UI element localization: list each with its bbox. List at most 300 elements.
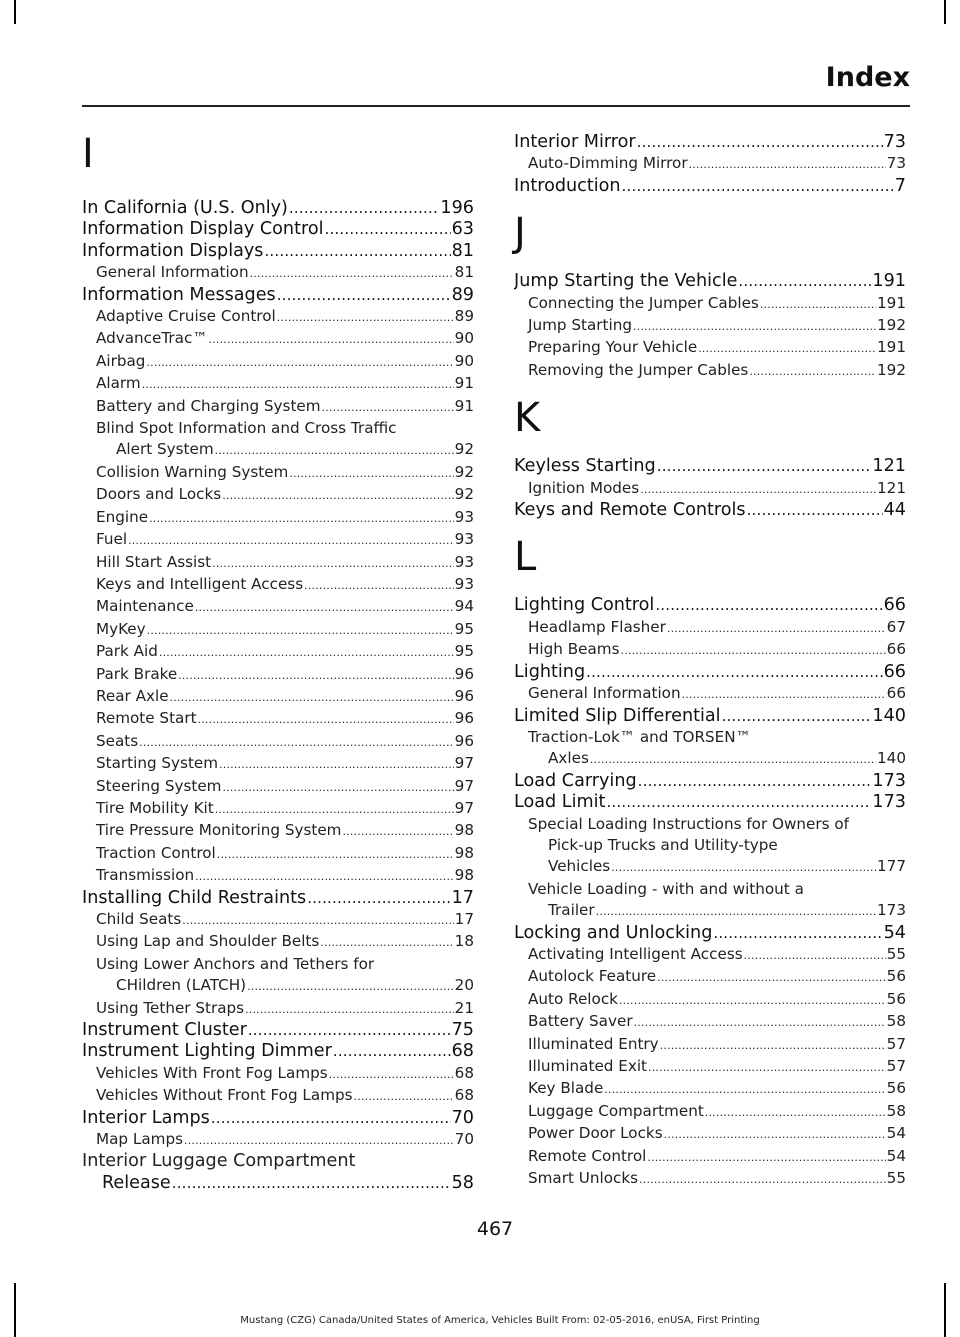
index-sub-entry[interactable] [82,865,474,887]
entry-page-number: 98 [454,821,474,840]
entry-title: Engine [96,507,149,526]
entry-title: Axles [548,749,589,768]
entry-title: Park Brake [96,664,178,683]
entry-page-number: 90 [454,329,474,348]
entry-title: Battery and Charging System [96,396,321,415]
dot-leader [146,352,453,373]
dot-leader [633,316,876,337]
entry-title: Park Aid [96,642,158,661]
entry-title: Starting System [96,754,219,773]
index-main-entry[interactable] [82,198,474,219]
entry-title: Lighting Control [514,595,655,616]
entry-title: Removing the Jumper Cables [528,360,749,379]
entry-page-number: 121 [872,456,906,477]
dot-leader [611,857,876,878]
entry-page-number: 89 [451,284,474,305]
index-sub-entry[interactable] [82,373,474,395]
index-sub-entry[interactable] [82,1085,474,1107]
entry-page-number: 56 [886,1079,906,1098]
page-title: Index [825,62,910,93]
entry-title: Release [102,1172,171,1193]
entry-page-number: 56 [886,967,906,986]
index-column-right [514,132,906,1190]
index-main-entry[interactable] [514,662,906,683]
dot-leader [655,595,882,616]
index-sub-entry[interactable] [82,931,474,953]
entry-page-number: 93 [454,574,474,593]
index-sub-entry[interactable] [514,360,906,382]
index-sub-entry[interactable] [514,1034,906,1056]
index-sub-entry-continued[interactable] [82,975,474,997]
entry-page-number: 81 [451,240,474,261]
index-sub-entry[interactable] [82,262,474,284]
entry-title: Hill Start Assist [96,552,212,571]
entry-title: Steering System [96,776,222,795]
index-sub-entry[interactable] [82,306,474,328]
entry-page-number: 173 [872,792,906,813]
dot-leader [744,945,886,966]
dot-leader [149,508,454,529]
index-main-entry[interactable] [514,595,906,616]
index-sub-entry[interactable] [82,820,474,842]
entry-page-number: 96 [454,731,474,750]
index-sub-entry[interactable] [514,617,906,639]
entry-title: Installing Child Restraints [82,887,307,908]
index-sub-entry[interactable] [82,798,474,820]
index-sub-entry[interactable] [82,843,474,865]
entry-title: Vehicles Without Front Fog Lamps [96,1086,353,1105]
index-sub-entry[interactable] [82,909,474,931]
dot-leader [657,456,872,477]
entry-title: Load Limit [514,792,606,813]
dot-leader [198,709,454,730]
entry-title: Lighting [514,661,586,682]
entry-page-number: 68 [454,1063,474,1082]
index-sub-entry[interactable] [82,619,474,641]
index-sub-entry[interactable] [514,639,906,661]
dot-leader [606,792,871,813]
index-sub-entry[interactable] [82,507,474,529]
dot-leader [277,307,454,328]
entry-title: Power Door Locks [528,1124,663,1143]
entry-title: Rear Axle [96,686,169,705]
index-main-entry[interactable] [514,923,906,944]
entry-page-number: 97 [454,754,474,773]
index-sub-entry[interactable] [514,337,906,359]
index-sub-entry[interactable] [82,998,474,1020]
entry-page-number: 177 [877,857,906,876]
dot-leader [219,754,454,775]
dot-leader [248,1020,451,1041]
entry-title: Information Display Control [82,219,324,240]
entry-page-number: 81 [454,263,474,282]
entry-title: Jump Starting [528,316,632,335]
entry-title: Preparing Your Vehicle [528,338,698,357]
dot-leader [634,1012,886,1033]
entry-page-number: 17 [454,910,474,928]
index-sub-entry[interactable] [82,776,474,798]
index-letter-heading: J [514,210,525,257]
entry-title: Vehicles With Front Fog Lamps [96,1063,328,1082]
dot-leader [277,285,451,306]
entry-title: Using Tether Straps [96,998,245,1017]
dot-leader [250,263,454,284]
index-sub-entry[interactable] [82,596,474,618]
dot-leader [322,397,454,418]
dot-leader [182,910,453,931]
entry-title: Information Messages [82,284,276,305]
dot-leader [667,618,886,639]
entry-title: Blind Spot Information and Cross Traffic [96,419,397,438]
entry-page-number: 73 [886,154,906,173]
entry-page-number: 94 [454,597,474,616]
entry-title: Maintenance [96,597,194,616]
entry-page-number: 96 [454,686,474,705]
entry-title: Information Displays [82,240,264,261]
index-main-entry[interactable] [82,285,474,306]
dot-leader [342,821,453,842]
index-main-entry[interactable] [514,456,906,477]
entry-page-number: 121 [877,478,906,497]
dot-leader [324,219,450,240]
entry-title: Using Lap and Shoulder Belts [96,932,320,951]
entry-page-number: 89 [454,307,474,326]
entry-page-number: 63 [451,219,474,240]
index-sub-entry[interactable] [514,1146,906,1168]
index-main-entry[interactable] [82,1108,474,1129]
dot-leader [195,597,454,618]
dot-leader [289,198,439,219]
entry-page-number: 95 [454,619,474,638]
index-sub-entry[interactable] [514,153,906,175]
index-sub-entry[interactable] [514,478,906,500]
entry-page-number: 57 [886,1034,906,1053]
index-sub-entry[interactable] [82,686,474,708]
index-sub-entry[interactable] [82,641,474,663]
index-main-entry[interactable] [514,271,906,292]
dot-leader [320,932,453,953]
dot-leader [209,329,454,350]
entry-title: Remote Start [96,709,197,728]
entry-title: Interior Mirror [514,132,636,152]
entry-title: Vehicles [548,857,611,876]
crop-mark-bottom-right [944,1283,946,1337]
dot-leader [622,176,894,197]
dot-leader [640,479,876,500]
index-main-entry[interactable] [514,792,906,813]
entry-title: Auto-Dimming Mirror [528,154,688,173]
index-sub-entry[interactable] [82,462,474,484]
entry-page-number: 196 [440,198,474,218]
dot-leader [211,1108,451,1129]
title-divider [82,105,910,107]
entry-title: Introduction [514,175,621,196]
dot-leader [639,1169,886,1190]
index-sub-entry[interactable] [514,1011,906,1033]
entry-page-number: 96 [454,664,474,683]
entry-title: Map Lamps [96,1130,183,1149]
dot-leader [222,777,453,798]
dot-leader [619,990,886,1011]
dot-leader [195,866,454,887]
entry-title: Doors and Locks [96,485,222,504]
index-sub-entry[interactable] [82,731,474,753]
entry-title: Illuminated Exit [528,1057,648,1075]
entry-title: Keyless Starting [514,456,656,477]
index-main-entry[interactable] [514,706,906,727]
crop-mark-top-left [14,0,16,24]
entry-page-number: 92 [454,462,474,481]
index-main-entry-continued[interactable] [82,1173,474,1194]
entry-title: High Beams [528,640,620,659]
entry-page-number: 192 [877,316,906,335]
entry-title: Tire Pressure Monitoring System [96,821,342,840]
index-sub-entry[interactable] [82,753,474,775]
entry-title: Airbag [96,351,146,370]
dot-leader [217,844,454,865]
index-sub-entry[interactable] [514,1101,906,1123]
dot-leader [128,530,454,551]
entry-page-number: 7 [894,175,906,196]
dot-leader [172,1173,451,1194]
index-main-entry[interactable] [514,132,906,153]
entry-page-number: 191 [872,271,906,292]
entry-title: Alarm [96,374,141,393]
index-sub-entry-first-line[interactable] [514,814,906,835]
index-sub-entry[interactable] [82,351,474,373]
index-sub-entry[interactable] [514,989,906,1011]
entry-page-number: 66 [886,640,906,659]
entry-title: Traction Control [96,843,216,862]
entry-page-number: 67 [886,617,906,636]
index-sub-entry[interactable] [514,315,906,337]
entry-title: Trailer [548,901,595,920]
entry-page-number: 66 [883,661,906,682]
dot-leader [738,271,871,292]
index-letter-heading: I [82,131,93,177]
entry-page-number: 191 [877,338,906,357]
dot-leader [604,1079,885,1100]
crop-mark-bottom-left [14,1283,16,1337]
index-sub-entry[interactable] [82,708,474,730]
entry-title: Collision Warning System [96,462,289,481]
index-main-entry[interactable] [514,771,906,792]
dot-leader [760,294,876,315]
entry-page-number: 68 [454,1086,474,1105]
entry-title: Transmission [96,866,195,885]
entry-title: Keys and Intelligent Access [96,574,304,593]
dot-leader [747,500,883,521]
dot-leader [621,640,886,661]
index-sub-entry[interactable] [514,293,906,315]
entry-page-number: 58 [886,1012,906,1031]
entry-title: AdvanceTrac™ [96,329,208,348]
entry-title: Battery Saver [528,1012,633,1031]
dot-leader [333,1041,451,1062]
entry-title: In California (U.S. Only) [82,198,288,218]
index-sub-entry-continued[interactable] [514,748,906,770]
dot-leader [749,361,876,382]
index-sub-entry[interactable] [82,328,474,350]
entry-title: Interior Luggage Compartment [82,1151,356,1172]
index-sub-entry[interactable] [514,683,906,705]
dot-leader [184,1130,454,1151]
dot-leader [304,575,454,596]
index-sub-entry[interactable] [82,1129,474,1151]
entry-title: Jump Starting the Vehicle [514,271,738,292]
dot-leader [215,440,454,461]
entry-page-number: 20 [454,976,474,995]
entry-page-number: 140 [877,749,906,768]
entry-title: Remote Control [528,1146,647,1165]
index-sub-entry-continued[interactable] [514,900,906,922]
entry-title: Tire Mobility Kit [96,798,214,817]
index-sub-entry-continued[interactable] [514,856,906,878]
entry-page-number: 91 [454,396,474,415]
index-main-entry[interactable] [82,241,474,262]
dot-leader [705,1102,886,1123]
dot-leader [307,888,450,909]
entry-title: Luggage Compartment [528,1101,704,1120]
dot-leader [222,485,453,506]
entry-page-number: 55 [886,944,906,963]
index-main-entry[interactable] [82,888,474,909]
index-sub-entry[interactable] [514,1168,906,1190]
entry-title: Illuminated Entry [528,1034,659,1053]
dot-leader [682,684,886,705]
entry-title: Using Lower Anchors and Tethers for [96,954,375,973]
entry-page-number: 73 [883,132,906,152]
entry-title: General Information [528,684,681,703]
entry-title: Traction-Lok™ and TORSEN™ [528,727,751,746]
entry-title: Adaptive Cruise Control [96,307,276,326]
entry-title: Special Loading Instructions for Owners of [528,814,849,833]
index-sub-entry[interactable] [82,552,474,574]
entry-page-number: 75 [451,1020,474,1041]
footer-text: Mustang (CZG) Canada/United States of America, Vehicles Built From: 02-05-2016, enUSA, First Printing [240,1315,760,1326]
dot-leader [245,999,454,1020]
entry-page-number: 58 [451,1172,474,1193]
index-main-entry-first-line[interactable] [82,1151,474,1172]
entry-page-number: 55 [886,1169,906,1188]
entry-title: Locking and Unlocking [514,922,713,943]
entry-title: Auto Relock [528,989,618,1008]
entry-page-number: 191 [877,293,906,312]
index-sub-entry[interactable] [82,574,474,596]
index-letter-heading: K [514,395,540,442]
dot-leader [289,463,453,484]
entry-page-number: 90 [454,351,474,370]
index-sub-entry[interactable] [82,484,474,506]
dot-leader [590,749,876,770]
dot-leader [638,771,872,792]
entry-page-number: 58 [886,1101,906,1120]
index-sub-entry[interactable] [514,944,906,966]
index-sub-entry-first-line[interactable] [82,418,474,439]
entry-title: Ignition Modes [528,478,640,497]
entry-title: Connecting the Jumper Cables [528,293,759,312]
dot-leader [648,1057,886,1078]
entry-title: MyKey [96,619,146,638]
entry-page-number: 54 [883,922,906,943]
entry-page-number: 192 [877,360,906,379]
index-main-entry[interactable] [82,1041,474,1062]
entry-page-number: 17 [451,887,474,908]
entry-title: Smart Unlocks [528,1169,639,1188]
entry-title: Child Seats [96,910,182,928]
entry-title: Keys and Remote Controls [514,500,746,521]
crop-mark-top-right [944,0,946,24]
index-sub-entry[interactable] [514,1123,906,1145]
entry-page-number: 97 [454,798,474,817]
dot-leader [354,1086,454,1107]
index-sub-entry[interactable] [514,966,906,988]
entry-page-number: 54 [886,1124,906,1143]
entry-page-number: 92 [454,485,474,504]
entry-page-number: 173 [872,770,906,791]
index-sub-entry[interactable] [514,1056,906,1078]
dot-leader [178,665,453,686]
entry-page-number: 68 [451,1041,474,1062]
dot-leader [657,967,886,988]
index-sub-entry[interactable] [82,529,474,551]
index-sub-entry-continued[interactable] [82,439,474,461]
dot-leader [698,338,876,359]
entry-page-number: 56 [886,989,906,1008]
dot-leader [722,706,872,727]
dot-leader [147,620,454,641]
index-main-entry[interactable] [514,500,906,521]
dot-leader [689,154,886,175]
dot-leader [586,662,882,683]
entry-page-number: 44 [883,500,906,521]
dot-leader [664,1124,886,1145]
dot-leader [170,687,454,708]
dot-leader [713,923,882,944]
entry-title: Key Blade [528,1079,604,1098]
index-sub-entry-first-line[interactable] [514,727,906,748]
index-sub-entry[interactable] [514,1078,906,1100]
page-number: 467 [476,1218,514,1240]
entry-page-number: 91 [454,374,474,393]
dot-leader [215,799,454,820]
entry-title: Pick-up Trucks and Utility-type [548,835,778,854]
entry-page-number: 98 [454,866,474,885]
index-sub-entry-first-line[interactable] [514,879,906,900]
index-sub-entry[interactable] [82,396,474,418]
index-letter-heading: L [514,534,536,581]
dot-leader [212,553,454,574]
entry-page-number: 57 [886,1057,906,1075]
entry-page-number: 66 [883,595,906,616]
index-sub-entry[interactable] [82,1063,474,1085]
entry-page-number: 21 [454,998,474,1017]
entry-page-number: 95 [454,642,474,661]
index-sub-entry-first-line[interactable] [82,954,474,975]
index-main-entry[interactable] [82,219,474,240]
entry-page-number: 70 [451,1107,474,1128]
dot-leader [329,1064,454,1085]
entry-page-number: 173 [877,901,906,920]
index-sub-entry-middle-line[interactable] [514,835,906,856]
entry-page-number: 70 [454,1130,474,1149]
entry-title: Limited Slip Differential [514,705,721,726]
index-main-entry[interactable] [514,176,906,197]
dot-leader [647,1147,885,1168]
dot-leader [142,374,454,395]
index-sub-entry[interactable] [82,664,474,686]
index-main-entry[interactable] [82,1020,474,1041]
